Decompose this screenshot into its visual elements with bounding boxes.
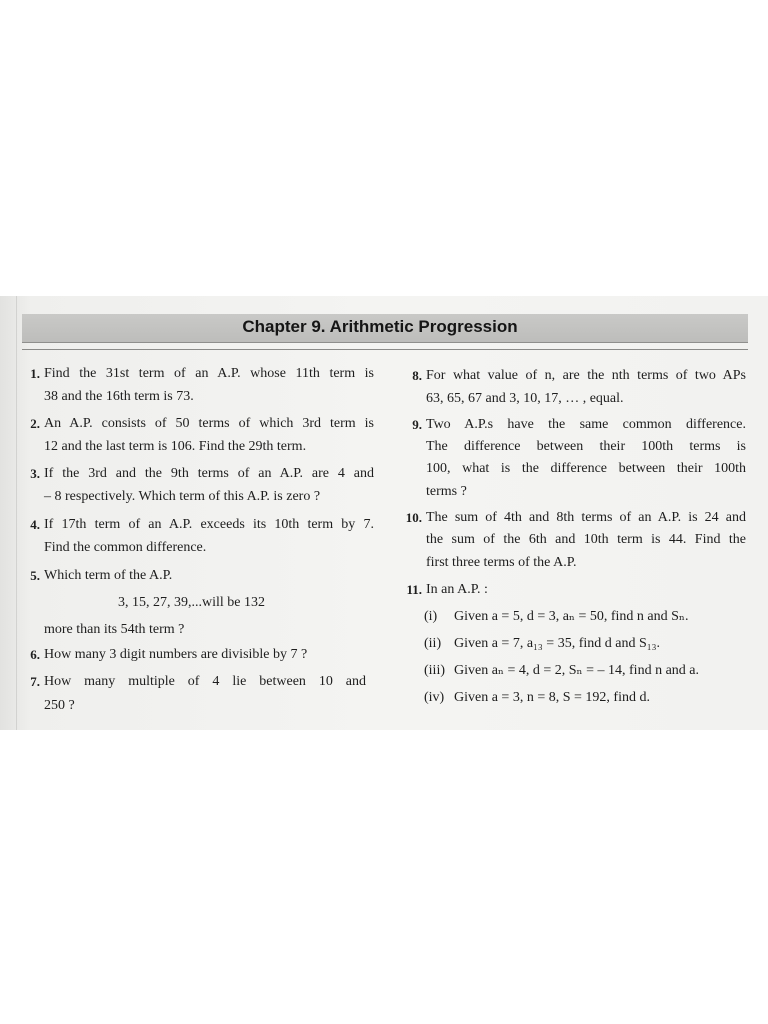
question-text: The sum of 4th and 8th terms of an A.P. is 24 and	[426, 510, 746, 525]
question-text: An A.P. consists of 50 terms of which 3rd term is	[44, 416, 374, 431]
sub-part-label: (i)	[424, 609, 438, 624]
question-number: 9.	[412, 417, 422, 432]
question-number: 11.	[406, 582, 422, 597]
sub-part-text: Given a = 5, d = 3, aₙ = 50, find n and Sₙ.	[454, 609, 689, 624]
question-text: Two A.P.s have the same common difference.	[426, 417, 746, 432]
sub-part-label: (iv)	[424, 690, 445, 705]
question-number: 6.	[30, 647, 40, 662]
sub-part-label: (iii)	[424, 663, 445, 678]
sub-part-text: Given aₙ = 4, d = 2, Sₙ = – 14, find n and a.	[454, 663, 699, 678]
question-text: 100, what is the difference between their 100th	[426, 461, 746, 476]
question-text: – 8 respectively. Which term of this A.P. is zero ?	[44, 489, 321, 504]
question-number: 5.	[30, 568, 40, 583]
question-number: 3.	[30, 466, 40, 481]
question-text: first three terms of the A.P.	[426, 555, 577, 570]
question-text: Which term of the A.P.	[44, 568, 173, 583]
question-number: 8.	[412, 368, 422, 383]
question-number: 2.	[30, 416, 40, 431]
question-text: How many multiple of 4 lie between 10 and	[44, 674, 366, 689]
question-number: 7.	[30, 674, 40, 689]
question-text: 63, 65, 67 and 3, 10, 17, … , equal.	[426, 391, 624, 406]
question-text: Find the 31st term of an A.P. whose 11th term is	[44, 366, 374, 381]
question-text: If the 3rd and the 9th terms of an A.P. are 4 and	[44, 466, 374, 481]
question-number: 10.	[405, 510, 422, 525]
question-text: For what value of n, are the nth terms of two APs	[426, 368, 746, 383]
question-number: 4.	[30, 517, 40, 532]
question-number: 1.	[30, 366, 40, 381]
question-text: 250 ?	[44, 698, 75, 713]
question-text: Find the common difference.	[44, 540, 207, 555]
sub-part-label: (ii)	[424, 636, 442, 651]
page-edge-line	[16, 296, 17, 730]
question-text: more than its 54th term ?	[44, 622, 185, 637]
question-text: the sum of the 6th and 10th term is 44. Find the	[426, 532, 746, 547]
question-text: terms ?	[426, 484, 467, 499]
sequence-text: 3, 15, 27, 39,...will be 132	[118, 595, 265, 610]
banner-divider	[22, 349, 748, 350]
question-text: In an A.P. :	[426, 582, 488, 597]
sub-part-text: Given a = 7, a₁₃ = 35, find d and S₁₃.	[454, 636, 661, 651]
sub-part-text: Given a = 3, n = 8, S = 192, find d.	[454, 690, 650, 705]
question-text: 38 and the 16th term is 73.	[44, 389, 194, 404]
question-text: The difference between their 100th terms is	[426, 439, 746, 454]
question-text: If 17th term of an A.P. exceeds its 10th term by 7.	[44, 517, 374, 532]
question-text: 12 and the last term is 106. Find the 29th term.	[44, 439, 307, 454]
chapter-title: Chapter 9. Arithmetic Progression	[242, 317, 518, 336]
question-text: How many 3 digit numbers are divisible by 7 ?	[44, 647, 308, 662]
